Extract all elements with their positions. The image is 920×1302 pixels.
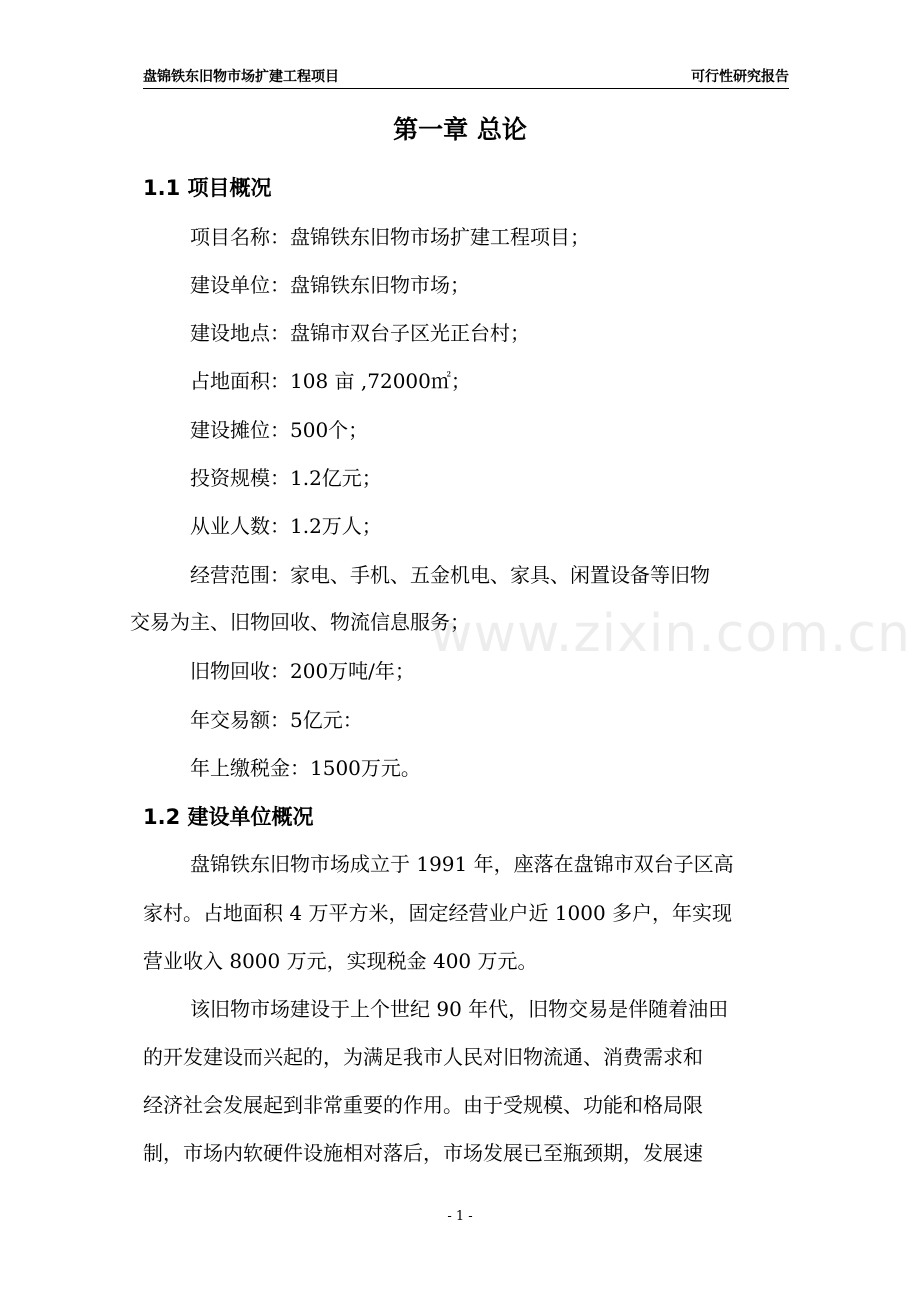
item-recycling: 旧物回收：200万吨/年； — [190, 659, 415, 683]
section-heading-builder-overview: 1.2 建设单位概况 — [143, 805, 314, 829]
item-annual-turnover: 年交易额：5亿元： — [190, 708, 363, 732]
para1-line3: 营业收入 8000 万元，实现税金 400 万元。 — [143, 949, 538, 973]
item-builder: 建设单位：盘锦铁东旧物市场； — [190, 273, 470, 297]
item-location: 建设地点：盘锦市双台子区光正台村； — [190, 321, 530, 345]
item-stalls: 建设摊位：500个； — [190, 418, 369, 442]
header-report-type: 可行性研究报告 — [691, 69, 789, 85]
para2-line3: 经济社会发展起到非常重要的作用。由于受规模、功能和格局限 — [143, 1093, 703, 1117]
watermark: www.zixin.com.cn — [430, 604, 911, 664]
page-number: - 1 - — [447, 1209, 473, 1224]
item-project-name: 项目名称：盘锦铁东旧物市场扩建工程项目； — [190, 225, 590, 249]
item-area: 占地面积：108 亩 ,72000㎡； — [190, 369, 471, 393]
para2-line1: 该旧物市场建设于上个世纪 90 年代，旧物交易是伴随着油田 — [190, 997, 729, 1021]
para2-line4: 制，市场内软硬件设施相对落后，市场发展已至瓶颈期，发展速 — [143, 1141, 703, 1165]
chapter-title: 第一章 总论 — [393, 115, 527, 144]
item-investment: 投资规模：1.2亿元； — [190, 466, 382, 490]
section-heading-project-overview: 1.1 项目概况 — [143, 176, 272, 200]
item-employees: 从业人数：1.2万人； — [190, 514, 382, 538]
para2-line2: 的开发建设而兴起的，为满足我市人民对旧物流通、消费需求和 — [143, 1045, 703, 1069]
para1-line1: 盘锦铁东旧物市场成立于 1991 年，座落在盘锦市双台子区高 — [190, 852, 734, 876]
item-scope-line2: 交易为主、旧物回收、物流信息服务； — [130, 610, 470, 634]
item-scope-line1: 经营范围：家电、手机、五金机电、家具、闲置设备等旧物 — [190, 563, 710, 587]
para1-line2: 家村。占地面积 4 万平方米，固定经营业户近 1000 多户，年实现 — [143, 901, 733, 925]
header-project-name: 盘锦铁东旧物市场扩建工程项目 — [143, 69, 339, 85]
page-header — [143, 66, 789, 89]
item-annual-tax: 年上缴税金：1500万元。 — [190, 756, 421, 780]
